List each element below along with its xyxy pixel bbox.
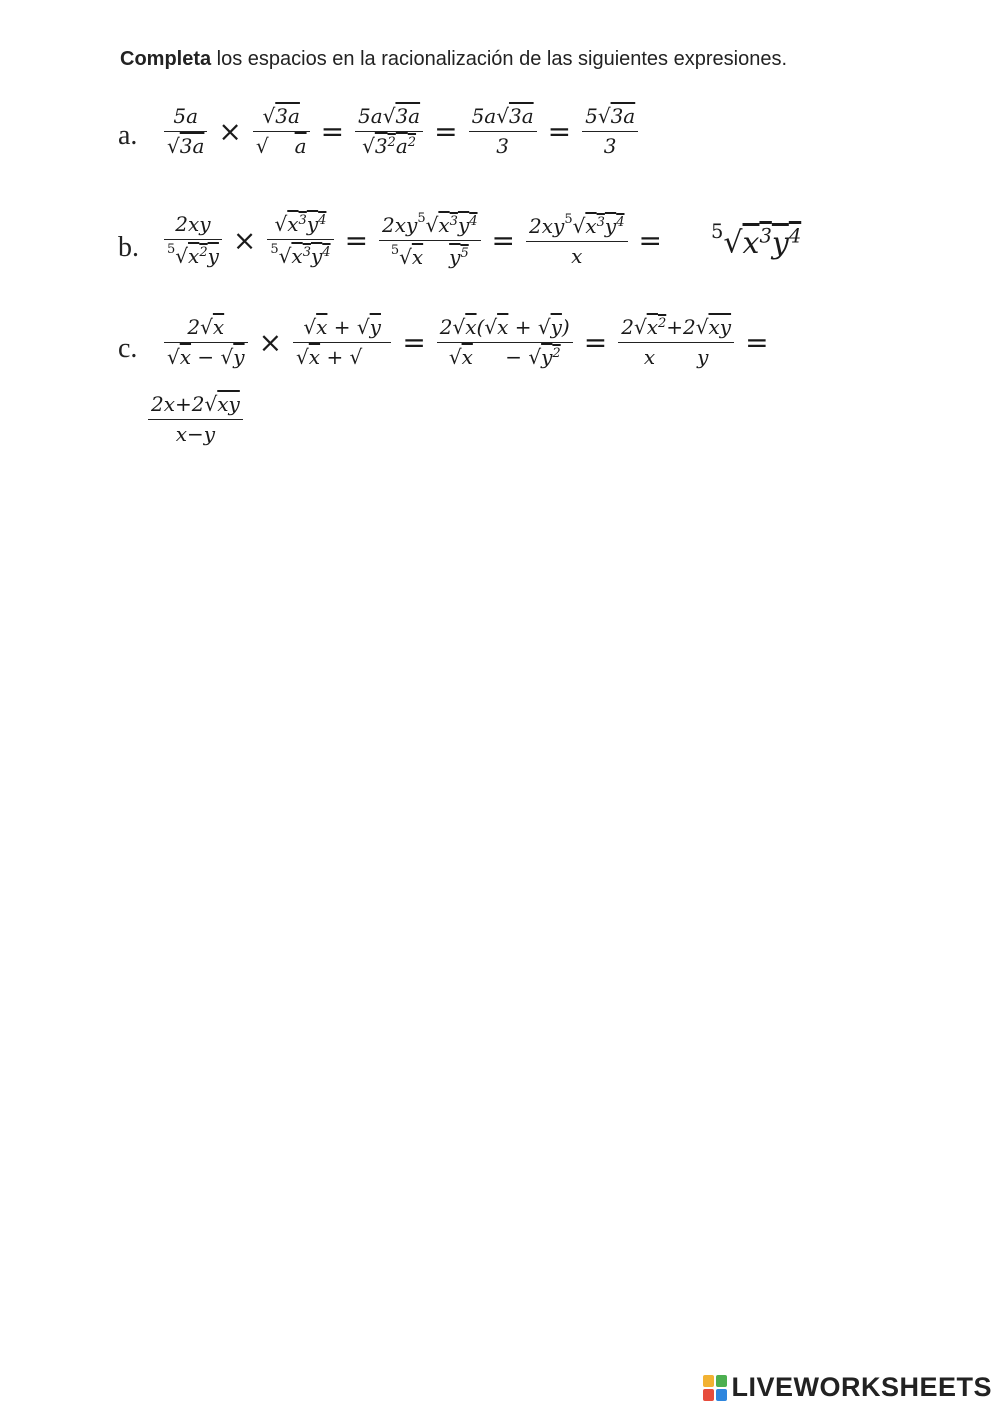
a-fraction-5: $\frac{5√3a}{3}$ [582,105,638,158]
logo-square-1 [703,1375,714,1387]
expression-b: $\frac{2xy}{^5√x^2y}$ × $\frac{√x^3y^4}{^5√x^3y^4}$ = $\frac{2xy^5√x^3y^4}{^5√x y^5}$ = $\frac{2xy^5√x^3y^4}{x}$ = $^5√x^3y^4$ [160,212,801,269]
instruction-bold: Completa [120,48,212,70]
logo-text: LIVEWORKSHEETS [731,1372,992,1402]
label-a: a. [118,120,138,151]
c-fraction-2: $\frac{√x + √y}{√x + √}$ [293,316,391,369]
label-c: c. [118,333,138,364]
c-fraction-1: $\frac{2√x}{√x - √y}$ [164,316,248,369]
b-result: $^5√x^3y^4$ [710,219,802,261]
b-fraction-1: $\frac{2xy}{^5√x^2y}$ [164,213,222,268]
b-fraction-3: $\frac{2xy^5√x^3y^4}{^5√x y^5}$ [379,212,481,269]
b-fraction-4: $\frac{2xy^5√x^3y^4}{x}$ [526,213,628,268]
c-fraction-5: $\frac{2x+2√xy}{x-y}$ [148,393,243,446]
label-b: b. [118,232,139,263]
a-fraction-4: $\frac{5a√3a}{3}$ [469,105,537,158]
c-fraction-3: $\frac{2√x(√x + √y)}{√x - √y^2}$ [437,316,573,369]
logo-square-4 [716,1389,727,1401]
expression-a: $\frac{5a}{√3a}$ × $\frac{√3a}{√ a}$ = $\frac{5a√3a}{√3^2a^2}$ = $\frac{5a√3a}{3}$ = $\frac{5√3a}{3}$ [160,105,642,158]
instruction [120,48,787,71]
a-fraction-3: $\frac{5a√3a}{√3^2a^2}$ [355,105,423,158]
a-fraction-2: $\frac{√3a}{√ a}$ [253,105,310,158]
expression-c: $\frac{2√x}{√x - √y}$ × $\frac{√x + √y}{√x + √}$ = $\frac{2√x(√x + √y)}{√x - √y^2}$ = $\frac{2√x^2+2√xy}{\text{x y}}$ = [160,316,776,369]
c-fraction-4: $\frac{2√x^2+2√xy}{\text{x y}}$ [618,316,734,369]
a-fraction-1: $\frac{5a}{√3a}$ [164,105,207,158]
liveworksheets-logo [703,1372,992,1403]
b-fraction-2: $\frac{√x^3y^4}{^5√x^3y^4}$ [267,213,333,268]
logo-square-2 [716,1375,727,1387]
logo-icon [703,1375,727,1401]
instruction-text: los espacios en la racionalización de las siguientes expresiones. [211,48,788,70]
logo-square-3 [703,1389,714,1401]
c-result [144,393,247,446]
